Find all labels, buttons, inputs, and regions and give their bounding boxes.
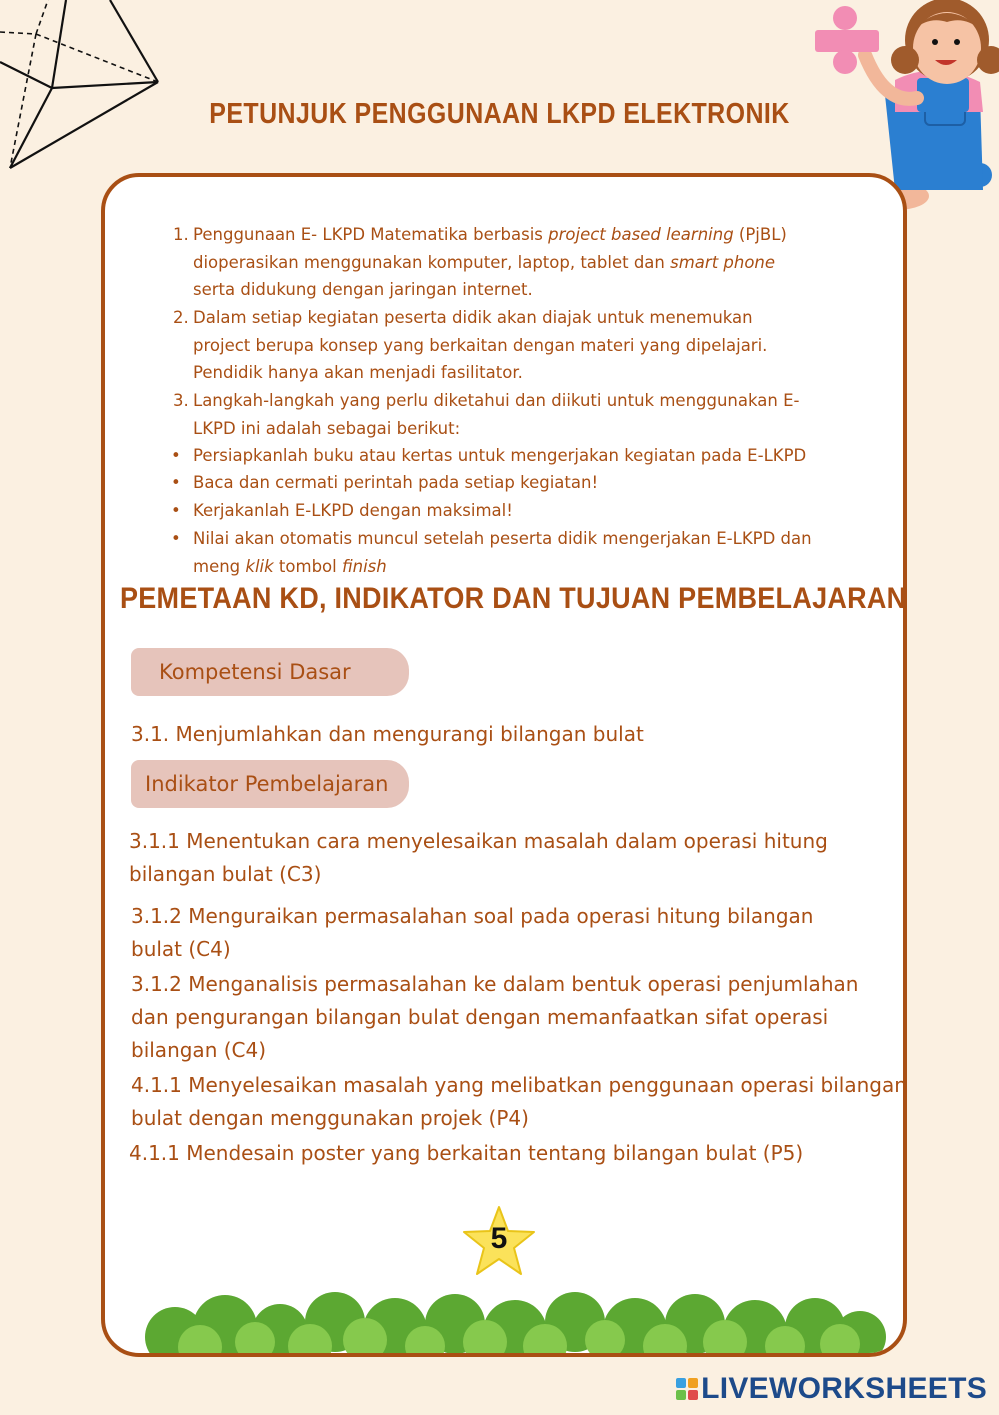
instruction-item-2: 2. Dalam setiap kegiatan peserta didik akan diajak untuk menemukan project berupa konsep yang berkaitan dengan materi yang dipelajari. Pendidik hanya akan menjadi fasilitator.	[193, 304, 767, 387]
indicator-label-badge: Indikator Pembelajaran	[131, 760, 409, 808]
instruction-item-3: 3. Langkah-langkah yang perlu diketahui dan diikuti untuk menggunakan E- LKPD ini adalah sebagai berikut:	[193, 387, 799, 442]
bushes-decoration	[105, 1282, 903, 1357]
bullet-item-1: • Persiapkanlah buku atau kertas untuk mengerjakan kegiatan pada E-LKPD	[193, 442, 806, 470]
instruction-number-2: 2.	[173, 308, 189, 327]
indicator-3: 3.1.2 Menganalisis permasalahan ke dalam bentuk operasi penjumlahan dan pengurangan bilangan bulat dengan memanfaatkan sifat operasi bilangan (C4)	[131, 972, 859, 1062]
kd-text: 3.1. Menjumlahkan dan mengurangi bilangan bulat	[131, 722, 644, 746]
liveworksheets-logo[interactable]	[676, 1372, 987, 1406]
bullet-item-2: • Baca dan cermati perintah pada setiap kegiatan!	[193, 469, 598, 497]
indicator-5: 4.1.1 Mendesain poster yang berkaitan tentang bilangan bulat (P5)	[129, 1141, 804, 1165]
page-title: PETUNJUK PENGGUNAAN LKPD ELEKTRONIK	[209, 98, 790, 130]
bullet-icon: •	[171, 501, 181, 520]
instruction-number-1: 1.	[173, 225, 189, 244]
indicator-2: 3.1.2 Menguraikan permasalahan soal pada operasi hitung bilangan bulat (C4)	[131, 904, 814, 961]
bullet-item-4: • Nilai akan otomatis muncul setelah peserta didik mengerjakan E-LKPD dan meng klik tombol finish	[193, 525, 812, 580]
mapping-title: PEMETAAN KD, INDIKATOR DAN TUJUAN PEMBELAJARAN	[120, 582, 907, 615]
logo-text: LIVEWORKSHEETS	[701, 1372, 987, 1405]
bullet-item-3: • Kerjakanlah E-LKPD dengan maksimal!	[193, 497, 513, 525]
pyramid-illustration	[0, 0, 170, 175]
page-number-badge	[461, 1204, 537, 1280]
indicator-4: 4.1.1 Menyelesaikan masalah yang melibatkan penggunaan operasi bilangan bulat dengan menggunakan projek (P4)	[131, 1073, 907, 1130]
kd-label-badge: Kompetensi Dasar	[131, 648, 409, 696]
bullet-icon: •	[171, 446, 181, 465]
indicator-1: 3.1.1 Menentukan cara menyelesaikan masalah dalam operasi hitung bilangan bulat (C3)	[129, 829, 828, 886]
bullet-icon: •	[171, 473, 181, 492]
liveworksheets-logo-icon	[676, 1378, 698, 1400]
page-number: 5	[490, 1222, 508, 1255]
bullet-icon: •	[171, 529, 181, 548]
instruction-number-3: 3.	[173, 391, 189, 410]
instruction-item-1: 1. Penggunaan E- LKPD Matematika berbasis project based learning (PjBL) dioperasikan menggunakan komputer, laptop, tablet dan smart phone serta didukung dengan jaringan internet.	[193, 221, 787, 304]
